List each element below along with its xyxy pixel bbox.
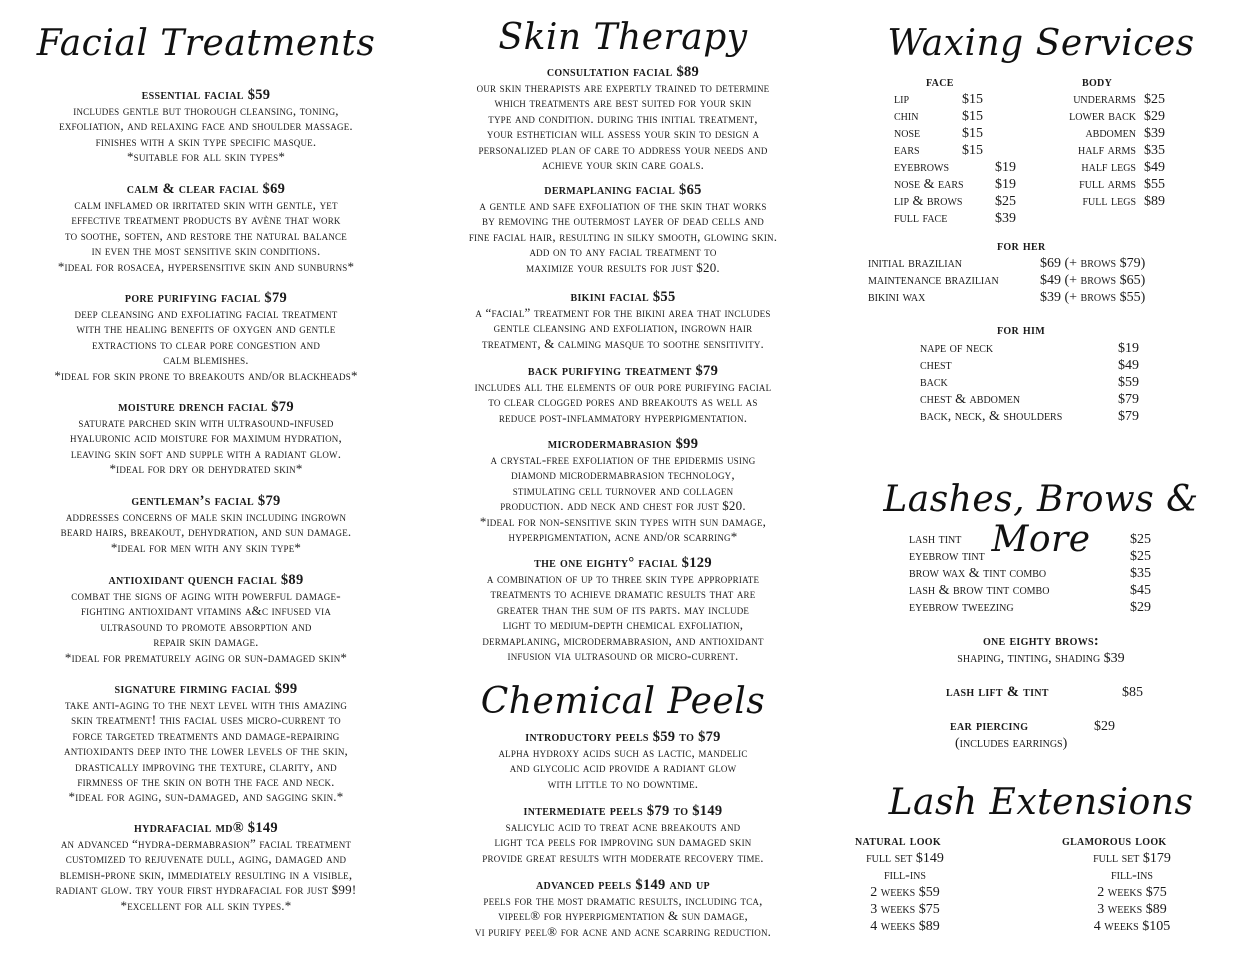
skin-therapy-title: Skin Therapy <box>498 17 748 58</box>
face-service-name: chin <box>894 109 919 124</box>
lashes-service-price: $35 <box>1130 566 1151 581</box>
for-her-service-name: bikini wax <box>868 290 926 305</box>
peel-item-name: advanced peels $149 and up <box>536 877 710 893</box>
peel-item-desc-line: alpha hydroxy acids such as lactic, mandelic <box>498 745 748 760</box>
facial-item-desc-line: skin treatment! this facial uses micro-current to <box>71 712 341 728</box>
face-service-name: eyebrows <box>894 160 949 175</box>
facial-item-desc-line: includes gentle but thorough cleansing, toning, <box>73 103 339 118</box>
ear-piercing-note: (includes earrings) <box>955 736 1068 751</box>
peel-item-desc-line: provide great results with moderate recovery time. <box>482 849 764 865</box>
skin-item-desc-line: your esthetician will assess your skin to design a <box>486 126 760 142</box>
facial-item-desc-line: drastically improving the texture, clarity, and <box>75 758 337 774</box>
lashes-service-price: $45 <box>1130 583 1151 598</box>
peel-item <box>418 729 828 791</box>
glamorous-look-price-line: 3 weeks $89 <box>1097 902 1167 917</box>
skin-item-desc-line: treatment, & calming masque to soothe sensitivity. <box>482 335 764 351</box>
glamorous-look-price-line: 4 weeks $105 <box>1093 919 1171 934</box>
facial-item-desc-line: *ideal for dry or dehydrated skin* <box>109 461 303 477</box>
peel-item-desc-line: and glycolic acid provide a radiant glow <box>509 760 737 776</box>
skin-item-desc-line: a “facial” treatment for the bikini area that includes <box>475 305 771 320</box>
skin-item-desc-line: greater than the sum of its parts. may include <box>496 601 750 617</box>
skin-item-desc-line: reduce post-inflammatory hyperpigmentation. <box>498 409 748 425</box>
body-service-price: $35 <box>1144 143 1165 158</box>
lashes-service-price: $25 <box>1130 532 1151 547</box>
skin-item <box>418 64 828 172</box>
facial-item-desc-line: take anti-aging to the next level with this amazing <box>64 697 348 712</box>
skin-item-desc-line: which treatments are best suited for your skin <box>494 95 752 111</box>
one-eighty-brows-heading: one eighty brows: <box>982 633 1100 649</box>
for-him-service-name: chest & abdomen <box>920 392 1021 407</box>
skin-item-name: dermaplaning facial $65 <box>544 182 702 198</box>
facial-item <box>0 681 412 805</box>
skin-item-name: the one eighty° facial $129 <box>534 555 712 571</box>
glamorous-look-heading: glamorous look <box>1062 833 1167 849</box>
facial-item-desc-line: ultrasound to promote absorption and <box>100 618 312 634</box>
body-service-name: abdomen <box>1085 126 1136 141</box>
facial-item-desc-line: an advanced “hydra-dermabrasion” facial treatment <box>60 836 352 851</box>
natural-look-price-line: 3 weeks $75 <box>870 902 940 917</box>
chemical-peels-title: Chemical Peels <box>480 681 766 722</box>
lashes-service-name: eyebrow tweezing <box>909 600 1014 615</box>
skin-item-desc-line: to clear clogged pores and breakouts as well as <box>488 394 758 410</box>
ear-piercing-price: $29 <box>1094 719 1115 734</box>
facial-item-desc-line: repair skin damage. <box>153 634 259 650</box>
face-service-price: $19 <box>995 177 1016 192</box>
facial-item <box>0 493 412 555</box>
body-service-price: $29 <box>1144 109 1165 124</box>
facial-item <box>0 290 412 383</box>
face-service-name: lip & brows <box>894 194 963 209</box>
skin-item-desc-line: achieve your skin care goals. <box>541 157 705 173</box>
skin-item-desc-line: includes all the elements of our pore purifying facial <box>474 379 772 394</box>
body-service-name: lower back <box>1069 109 1136 124</box>
face-service-price: $15 <box>962 92 983 107</box>
peel-item-desc-line: vipeel® for hyperpigmentation & sun damage, <box>498 908 748 924</box>
lashes-service-name: lash tint <box>909 532 962 547</box>
skin-item-desc-line: stimulating cell turnover and collagen <box>512 482 734 498</box>
skin-item-desc-line: a gentle and safe exfoliation of the skin that works <box>479 198 767 213</box>
skin-item-desc-line: a crystal-free exfoliation of the epidermis using <box>490 452 756 467</box>
peel-item-name: intermediate peels $79 to $149 <box>523 803 723 819</box>
skin-item-desc-line: *ideal for non-sensitive skin types with sun damage, <box>479 513 767 529</box>
body-service-name: half arms <box>1078 143 1136 158</box>
for-her-heading: for her <box>997 238 1046 254</box>
facial-item-desc-line: firmness of the skin on both the face and neck. <box>77 774 335 790</box>
for-him-service-price: $49 <box>1118 358 1139 373</box>
skin-item-name: consultation facial $89 <box>546 64 700 80</box>
for-him-service-price: $59 <box>1118 375 1139 390</box>
glamorous-look-price-line: 2 weeks $75 <box>1097 885 1167 900</box>
facial-item-desc-line: to soothe, soften, and restore the natural balance <box>65 227 347 243</box>
facial-item-desc-line: *ideal for aging, sun-damaged, and sagging skin.* <box>68 789 344 805</box>
skin-item <box>418 555 828 663</box>
facial-item-desc-line: blemish-prone skin, immediately resulting in a visible, <box>59 866 353 882</box>
for-him-service-price: $79 <box>1118 392 1139 407</box>
skin-item-desc-line: hyperpigmentation, acne and/or scarring* <box>508 529 738 545</box>
facial-item <box>0 399 412 477</box>
facial-item-desc-line: extractions to clear pore congestion and <box>91 336 321 352</box>
body-service-name: full arms <box>1079 177 1136 192</box>
lashes-service-name: lash & brow tint combo <box>909 583 1050 598</box>
natural-look-heading: natural look <box>855 833 941 849</box>
facial-item-name: moisture drench facial $79 <box>118 399 294 415</box>
waxing-services-title: Waxing Services <box>887 23 1195 64</box>
facial-item <box>0 572 412 665</box>
skin-item-desc-line: diamond microdermabrasion technology, <box>511 467 735 483</box>
face-service-price: $15 <box>962 143 983 158</box>
skin-item-desc-line: a combination of up to three skin type appropriate <box>486 571 760 586</box>
skin-item-name: microdermabrasion $99 <box>547 436 699 452</box>
facial-item-desc-line: customized to rejuvenate dull, aging, damaged and <box>65 851 347 867</box>
skin-item-desc-line: maximize your results for just $20. <box>526 259 720 275</box>
skin-item-name: bikini facial $55 <box>570 289 676 305</box>
for-him-service-price: $79 <box>1118 409 1139 424</box>
peel-item-desc-line: vi purify peel® for acne and acne scarring reduction. <box>474 923 772 939</box>
for-her-service-price: $49 (+ brows $65) <box>1040 273 1146 288</box>
skin-item-desc-line: type and condition. during this initial treatment, <box>488 110 758 126</box>
skin-item-desc-line: treatments to achieve dramatic results that are <box>490 586 756 602</box>
peel-item <box>418 803 828 865</box>
face-service-price: $25 <box>995 194 1016 209</box>
face-service-price: $15 <box>962 126 983 141</box>
body-service-name: underarms <box>1073 92 1136 107</box>
facial-item-desc-line: leaving skin soft and supple with a radiant glow. <box>70 445 342 461</box>
peel-item <box>418 877 828 939</box>
facial-item-desc-line: force targeted treatments and damage-repairing <box>72 727 340 743</box>
lash-lift-label: lash lift & tint <box>946 684 1049 700</box>
facial-item-desc-line: *ideal for prematurely aging or sun-damaged skin* <box>64 649 348 665</box>
for-her-service-price: $39 (+ brows $55) <box>1040 290 1146 305</box>
facial-item-desc-line: effective treatment products by avène that work <box>71 212 341 228</box>
for-her-service-price: $69 (+ brows $79) <box>1040 256 1146 271</box>
peel-item-desc-line: salicylic acid to treat acne breakouts and <box>505 819 741 834</box>
skin-item-desc-line: add on to any facial treatment to <box>529 244 717 260</box>
facial-item-desc-line: saturate parched skin with ultrasound-infused <box>78 415 334 430</box>
face-service-price: $39 <box>995 211 1016 226</box>
facial-item-desc-line: *suitable for all skin types* <box>126 149 286 165</box>
face-service-name: ears <box>894 143 920 158</box>
facial-item-desc-line: with the healing benefits of oxygen and gentle <box>76 321 336 337</box>
facial-item-desc-line: *ideal for rosacea, hypersensitive skin and sunburns* <box>57 258 355 274</box>
face-service-price: $19 <box>995 160 1016 175</box>
skin-item-desc-line: light to medium-depth chemical exfoliation, <box>502 617 744 633</box>
peel-item-desc-line: peels for the most dramatic results, including tca, <box>483 893 763 908</box>
glamorous-look-price-line: fill-ins <box>1111 868 1153 883</box>
facial-item-name: calm & clear facial $69 <box>126 181 286 197</box>
facial-item-name: hydrafacial md® $149 <box>133 820 278 836</box>
for-him-service-name: back, neck, & shoulders <box>920 409 1063 424</box>
facial-item-desc-line: calm inflamed or irritated skin with gentle, yet <box>74 197 338 212</box>
body-service-price: $49 <box>1144 160 1165 175</box>
lashes-service-name: brow wax & tint combo <box>909 566 1047 581</box>
lashes-service-price: $29 <box>1130 600 1151 615</box>
body-heading: body <box>1082 74 1113 90</box>
body-service-price: $55 <box>1144 177 1165 192</box>
face-service-name: lip <box>894 92 909 107</box>
skin-item-desc-line: infusion via ultrasound or micro-current. <box>507 648 739 664</box>
facial-item-desc-line: exfoliation, and relaxing face and shoulder massage. <box>59 118 353 134</box>
body-service-price: $89 <box>1144 194 1165 209</box>
for-him-service-name: nape of neck <box>920 341 994 356</box>
facial-item-desc-line: radiant glow. try your first hydrafacial for just $99! <box>55 882 357 898</box>
facial-item-desc-line: *ideal for skin prone to breakouts and/or blackheads* <box>54 367 358 383</box>
skin-item <box>418 182 828 275</box>
facial-item-desc-line: *ideal for men with any skin type* <box>110 539 302 555</box>
skin-item-desc-line: our skin therapists are expertly trained to determine <box>476 80 770 95</box>
facial-item-desc-line: in even the most sensitive skin conditions. <box>91 243 321 259</box>
lashes-service-price: $25 <box>1130 549 1151 564</box>
natural-look-price-line: full set $149 <box>866 851 944 866</box>
skin-item <box>418 363 828 425</box>
body-service-price: $39 <box>1144 126 1165 141</box>
peel-item-desc-line: with little to no downtime. <box>547 775 699 791</box>
facial-item-desc-line: finishes with a skin type specific masque. <box>95 133 317 149</box>
lash-lift-price: $85 <box>1122 685 1143 700</box>
body-service-name: full legs <box>1082 194 1136 209</box>
ear-piercing-label: ear piercing <box>950 718 1029 734</box>
glamorous-look-price-line: full set $179 <box>1093 851 1171 866</box>
facial-item-name: essential facial $59 <box>141 87 271 103</box>
face-service-name: full face <box>894 211 948 226</box>
facial-item-desc-line: addresses concerns of male skin including ingrown <box>65 509 347 524</box>
facial-item <box>0 87 412 165</box>
for-her-service-name: initial brazilian <box>868 256 963 271</box>
facial-item-desc-line: calm blemishes. <box>163 352 249 368</box>
body-service-price: $25 <box>1144 92 1165 107</box>
skin-item-desc-line: fine facial hair, resulting in silky smooth, glowing skin. <box>468 228 778 244</box>
facial-item-name: signature firming facial $99 <box>114 681 298 697</box>
facial-item-name: antioxidant quench facial $89 <box>108 572 304 588</box>
skin-item-desc-line: by removing the outermost layer of dead cells and <box>482 213 764 229</box>
skin-item <box>418 289 828 351</box>
one-eighty-brows-desc: shaping, tinting, shading $39 <box>957 651 1125 666</box>
face-service-price: $15 <box>962 109 983 124</box>
for-her-service-name: maintenance brazilian <box>868 273 999 288</box>
facial-item-name: gentleman’s facial $79 <box>131 493 281 509</box>
natural-look-price-line: fill-ins <box>884 868 926 883</box>
facial-item-desc-line: *excellent for all skin types.* <box>120 897 292 913</box>
face-service-name: nose & ears <box>894 177 964 192</box>
natural-look-price-line: 2 weeks $59 <box>870 885 940 900</box>
facial-item <box>0 181 412 274</box>
skin-item-desc-line: production. add neck and chest for just $20. <box>500 498 746 514</box>
natural-look-price-line: 4 weeks $89 <box>870 919 940 934</box>
for-him-heading: for him <box>997 322 1045 338</box>
skin-item-desc-line: personalized plan of care to address your needs and <box>478 141 768 157</box>
skin-item-desc-line: dermaplaning, microdermabrasion, and antioxidant <box>482 632 764 648</box>
body-service-name: half legs <box>1081 160 1136 175</box>
for-him-service-name: chest <box>920 358 952 373</box>
lash-extensions-title: Lash Extensions <box>888 782 1194 823</box>
facial-item-desc-line: hyaluronic acid moisture for maximum hydration, <box>70 430 342 446</box>
skin-item <box>418 436 828 544</box>
for-him-service-price: $19 <box>1118 341 1139 356</box>
facial-treatments-title: Facial Treatments <box>36 23 376 64</box>
for-him-service-name: back <box>920 375 948 390</box>
facial-item-desc-line: combat the signs of aging with powerful damage- <box>71 588 341 603</box>
facial-item <box>0 820 412 913</box>
skin-item-name: back purifying treatment $79 <box>527 363 719 379</box>
face-heading: face <box>926 74 954 90</box>
facial-item-desc-line: antioxidants deep into the lower levels of the skin, <box>64 743 348 759</box>
peel-item-desc-line: light tca peels for improving sun damaged skin <box>494 834 752 850</box>
facial-item-desc-line: fighting antioxidant vitamins a&c infused via <box>80 603 332 619</box>
facial-item-desc-line: beard hairs, breakout, dehydration, and sun damage. <box>60 524 352 540</box>
peel-item-name: introductory peels $59 to $79 <box>525 729 721 745</box>
facial-item-name: pore purifying facial $79 <box>124 290 288 306</box>
lashes-brows-more-title: Lashes, Brows & More <box>883 479 1199 560</box>
face-service-name: nose <box>894 126 921 141</box>
skin-item-desc-line: gentle cleansing and exfoliation, ingrown hair <box>493 320 753 336</box>
facial-item-desc-line: deep cleansing and exfoliating facial treatment <box>74 306 338 321</box>
lashes-service-name: eyebrow tint <box>909 549 985 564</box>
waxing-column <box>840 0 1242 960</box>
